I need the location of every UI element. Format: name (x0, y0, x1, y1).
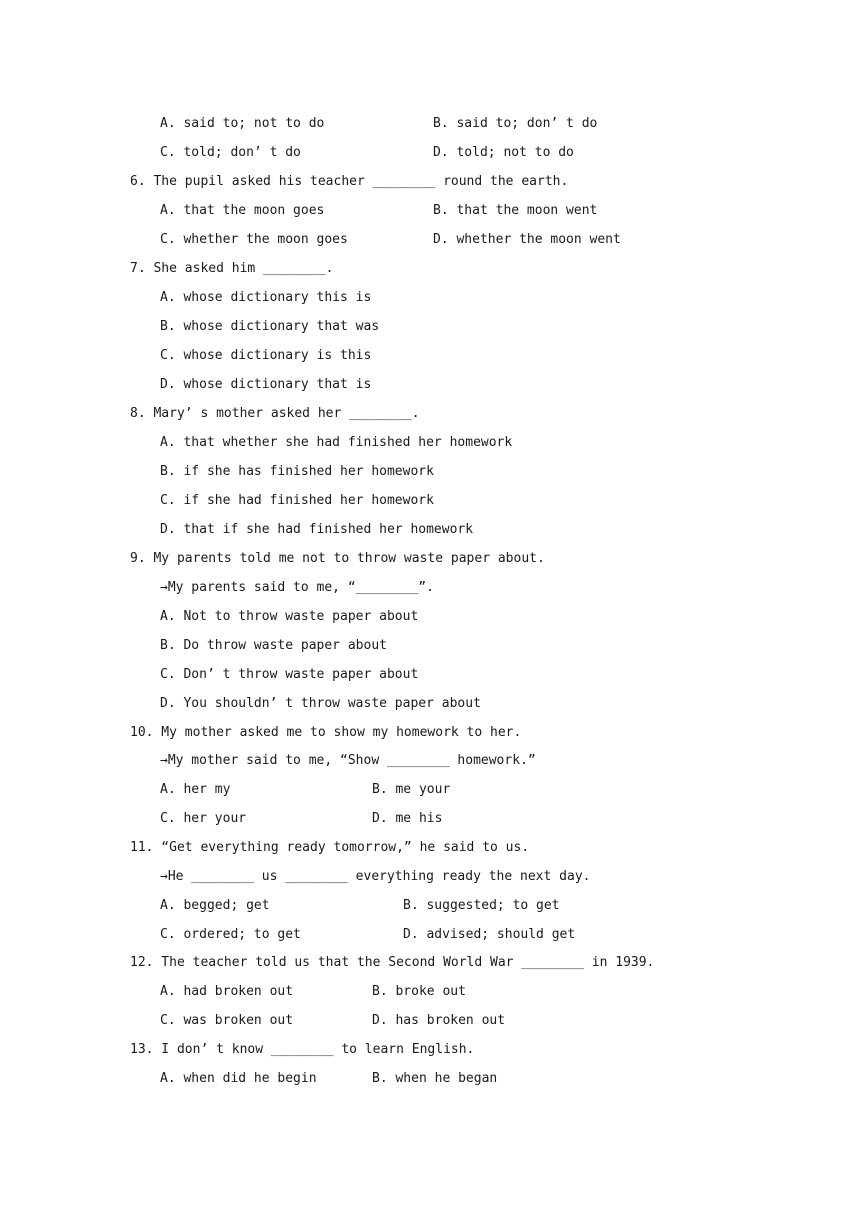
q5-option-d: D. told; not to do (433, 145, 574, 160)
q11-option-b: B. suggested; to get (403, 898, 560, 913)
q10-option-c: C. her your (160, 811, 247, 826)
q9-stem: 9. My parents told me not to throw waste paper about. (130, 551, 545, 566)
q12-stem: 12. The teacher told us that the Second World War ________ in 1939. (130, 955, 655, 970)
q10-option-a: A. her my (160, 782, 231, 797)
q6-option-d: D. whether the moon went (433, 232, 621, 247)
q10-option-d: D. me his (372, 811, 443, 826)
q9-option-c: C. Don’ t throw waste paper about (160, 667, 419, 682)
q9-option-a: A. Not to throw waste paper about (160, 609, 419, 624)
q13-option-b: B. when he began (372, 1071, 498, 1086)
q7-option-b: B. whose dictionary that was (160, 319, 380, 334)
q11-option-a: A. begged; get (160, 898, 270, 913)
q13-stem: 13. I don’ t know ________ to learn English. (130, 1042, 475, 1057)
q6-option-c: C. whether the moon goes (160, 232, 348, 247)
q13-option-a: A. when did he begin (160, 1071, 317, 1086)
q10-option-b: B. me your (372, 782, 451, 797)
q10-stem: 10. My mother asked me to show my homework to her. (130, 725, 522, 740)
q12-option-a: A. had broken out (160, 984, 294, 999)
q5-option-b: B. said to; don’ t do (433, 116, 598, 131)
q7-stem: 7. She asked him ________. (130, 261, 334, 276)
q12-option-b: B. broke out (372, 984, 466, 999)
q8-stem: 8. Mary’ s mother asked her ________. (130, 406, 420, 421)
q12-option-c: C. was broken out (160, 1013, 294, 1028)
q8-option-a: A. that whether she had finished her homework (160, 435, 513, 450)
q9-rewrite: →My parents said to me, “________”. (160, 580, 434, 595)
q7-option-d: D. whose dictionary that is (160, 377, 372, 392)
q11-option-c: C. ordered; to get (160, 927, 301, 942)
q11-option-d: D. advised; should get (403, 927, 576, 942)
q10-rewrite: →My mother said to me, “Show ________ homework.” (160, 753, 536, 768)
q11-stem: 11. “Get everything ready tomorrow,” he said to us. (130, 840, 530, 855)
q8-option-d: D. that if she had finished her homework (160, 522, 474, 537)
q7-option-a: A. whose dictionary this is (160, 290, 372, 305)
q6-stem: 6. The pupil asked his teacher ________ round the earth. (130, 174, 569, 189)
q6-option-a: A. that the moon goes (160, 203, 325, 218)
q11-rewrite: →He ________ us ________ everything ready the next day. (160, 869, 591, 884)
q8-option-c: C. if she had finished her homework (160, 493, 434, 508)
q8-option-b: B. if she has finished her homework (160, 464, 434, 479)
q12-option-d: D. has broken out (372, 1013, 506, 1028)
q5-option-c: C. told; don’ t do (160, 145, 301, 160)
q5-option-a: A. said to; not to do (160, 116, 325, 131)
q6-option-b: B. that the moon went (433, 203, 598, 218)
q7-option-c: C. whose dictionary is this (160, 348, 372, 363)
q9-option-d: D. You shouldn’ t throw waste paper about (160, 696, 481, 711)
q9-option-b: B. Do throw waste paper about (160, 638, 387, 653)
